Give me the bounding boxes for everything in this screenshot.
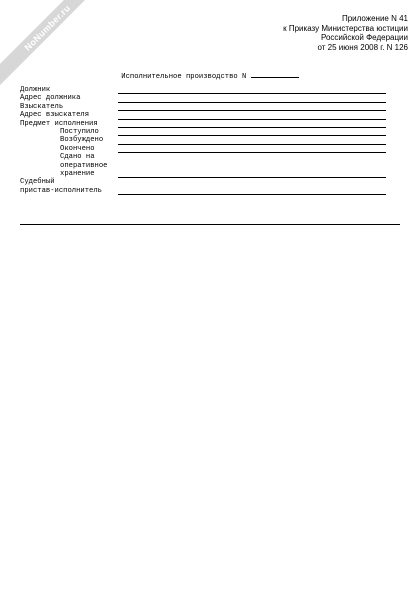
form-row bbox=[20, 170, 386, 178]
form-row bbox=[20, 145, 386, 153]
form-row-fill-line[interactable] bbox=[118, 194, 386, 195]
form-row bbox=[20, 178, 386, 186]
document-header bbox=[283, 14, 408, 52]
form-row bbox=[20, 103, 386, 111]
form-row-label: Сдано на bbox=[60, 153, 95, 162]
bottom-rule bbox=[20, 224, 400, 225]
form-row-label: Взыскатель bbox=[20, 102, 64, 111]
form-row-label: хранение bbox=[60, 169, 95, 178]
form-row-label: Поступило bbox=[60, 127, 99, 136]
form-title-text: Исполнительное производство N bbox=[121, 73, 247, 81]
form-row-label: Должник bbox=[20, 86, 51, 94]
form-row-label: пристав-исполнитель bbox=[20, 186, 102, 195]
form-row-label: Возбуждено bbox=[60, 136, 104, 145]
form-row bbox=[20, 153, 386, 161]
form-row bbox=[20, 111, 386, 119]
header-line-4: от 25 июня 2008 г. N 126 bbox=[317, 42, 408, 52]
form-row-label: Адрес должника bbox=[20, 94, 81, 103]
form-row bbox=[20, 136, 386, 144]
form-title bbox=[0, 70, 420, 81]
form-row-label: Адрес взыскателя bbox=[20, 111, 90, 120]
form-row-label: оперативное bbox=[60, 161, 108, 170]
form-row bbox=[20, 120, 386, 128]
form-row-label: Окончено bbox=[60, 144, 95, 153]
header-line-1: Приложение N 41 bbox=[341, 14, 408, 23]
form-row bbox=[20, 187, 386, 195]
form-row-label: Судебный bbox=[20, 178, 55, 187]
case-number-field[interactable] bbox=[251, 70, 299, 78]
watermark-text: NoNumber.ru bbox=[22, 2, 72, 53]
form-row bbox=[20, 86, 386, 94]
form-fields bbox=[20, 86, 386, 195]
header-line-2: к Приказу Министерства юстиции bbox=[283, 23, 408, 33]
form-row bbox=[20, 162, 386, 170]
form-row bbox=[20, 94, 386, 102]
form-row-label: Предмет исполнения bbox=[20, 119, 98, 128]
header-line-3: Российской Федерации bbox=[321, 33, 408, 42]
